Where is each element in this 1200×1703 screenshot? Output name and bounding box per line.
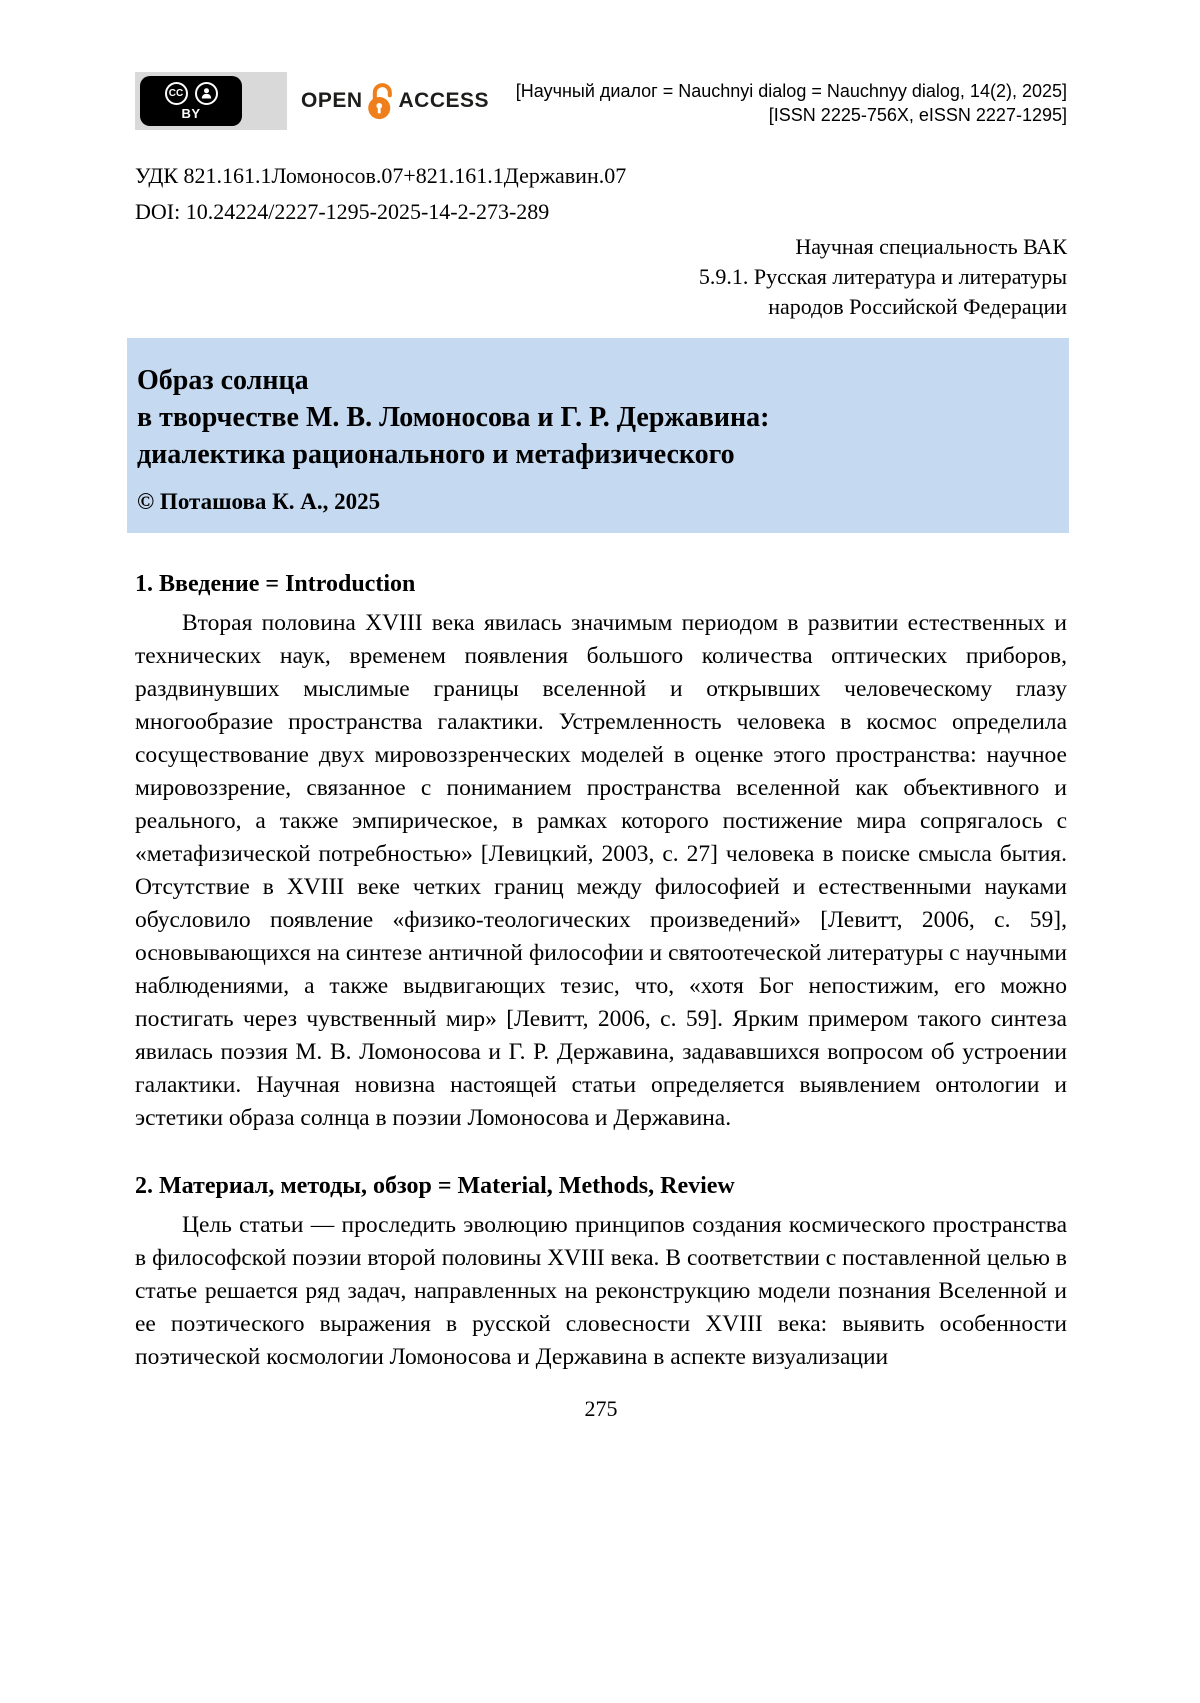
vak-line: народов Российской Федерации	[768, 294, 1067, 319]
title-line: в творчестве М. В. Ломоносова и Г. Р. Державина:	[137, 402, 770, 433]
open-access-logo	[301, 72, 489, 130]
article-title	[137, 362, 1053, 473]
article-title-block	[127, 338, 1069, 533]
section-2-heading: 2. Материал, методы, обзор = Material, Methods, Review	[135, 1173, 735, 1199]
vak-line: 5.9.1. Русская литература и литературы	[698, 264, 1067, 289]
copyright-line: © Поташова К. А., 2025	[137, 489, 381, 514]
title-line: диалектика рационального и метафизического	[137, 439, 735, 470]
cc-by-label: BY	[181, 105, 201, 121]
vak-line: Научная специальность ВАК	[795, 234, 1067, 259]
cc-by-license-badge	[135, 72, 287, 130]
journal-citation-line: [Научный диалог = Nauchnyi dialog = Nauchnyy dialog, 14(2), 2025]	[515, 81, 1067, 101]
open-lock-icon	[366, 81, 396, 121]
person-icon	[195, 82, 218, 105]
cc-icons-row	[165, 82, 218, 105]
cc-by-plate	[140, 76, 242, 126]
vak-specialty-block	[135, 232, 1067, 322]
issn-line: [ISSN 2225-756X, eISSN 2227-1295]	[768, 105, 1067, 125]
section-2-paragraph: Цель статьи — проследить эволюцию принципов создания космического пространства в философской поэзии второй половины XVIII века. В соответствии с поставленной целью в статье решается ряд задач, направленных на реконструкцию модели познания Вселенной и ее поэтического выражения в русской словесности XVIII века: выявить особенности поэтической космологии Ломоносова и Державина в аспекте визуализации	[135, 1212, 1067, 1370]
udk-line: УДК 821.161.1Ломоносов.07+821.161.1Державин.07	[135, 163, 627, 188]
title-line: Образ солнца	[137, 365, 309, 396]
page-number: 275	[584, 1396, 618, 1421]
section-1-heading: 1. Введение = Introduction	[135, 571, 416, 597]
journal-reference	[516, 72, 1067, 127]
cc-icon: CC	[165, 82, 188, 105]
section-1-paragraph: Вторая половина XVIII века явилась значимым периодом в развитии естественных и технических наук, временем появления большого количества оптических приборов, раздвинувших мыслимые границы вселенной и открывших человеческому глазу многообразие пространства галактики. Устремленность человека в космос определила сосуществование двух мировоззренческих моделей в оценке этого пространства: научное мировоззрение, связанное с пониманием пространства вселенной как объективного и реального, а также эмпирическое, в рамках которого постижение мира сопрягалось с «метафизической потребностью» [Левицкий, 2003, с. 27] человека в поиске смысла бытия. Отсутствие в XVIII веке четких границ между философией и естественными науками обусловило появление «физико-теологических произведений» [Левитт, 2006, с. 59], основывающихся на синтезе античной философии и святоотеческой литературы с научными наблюдениями, а также выдвигающих тезис, что, «хотя Бог непостижим, его можно постигать через чувственный мир» [Левитт, 2006, с. 59]. Ярким примером такого синтеза явилась поэзия М. В. Ломоносова и Г. Р. Державина, задававшихся вопросом об устроении галактики. Научная новизна настоящей статьи определяется выявлением онтологии и эстетики образа солнца в поэзии Ломоносова и Державина.	[135, 610, 1067, 1131]
open-access-access-label: ACCESS	[398, 89, 490, 112]
page-header	[135, 72, 1067, 132]
doi-line: DOI: 10.24224/2227-1295-2025-14-2-273-289	[135, 199, 550, 224]
license-badges	[135, 72, 489, 130]
open-access-open-label: OPEN	[301, 89, 363, 112]
